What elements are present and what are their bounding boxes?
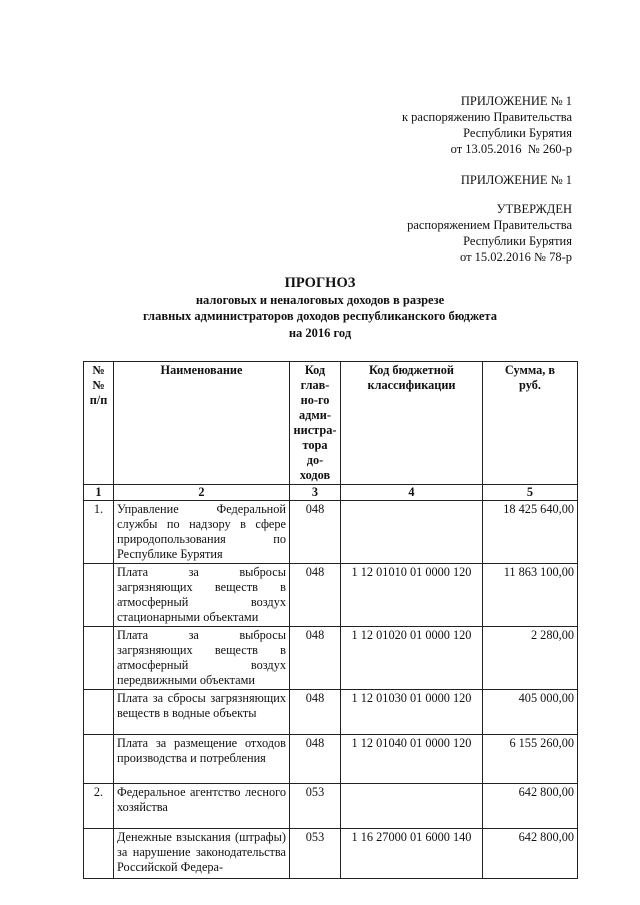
- row-name: Федеральное агентство лесного хозяйства: [114, 784, 290, 829]
- header-num: №№ п/п: [84, 362, 114, 485]
- index-cell: 5: [483, 485, 578, 501]
- index-cell: 1: [84, 485, 114, 501]
- row-num: [84, 690, 114, 735]
- table-row: [84, 784, 578, 829]
- row-admin-code: 048: [290, 735, 341, 784]
- row-sum: 11 863 100,00: [483, 564, 578, 627]
- table-row: [84, 564, 578, 627]
- row-num: [84, 564, 114, 627]
- row-kbk: 1 12 01030 01 0000 120: [341, 690, 483, 735]
- row-num: [84, 627, 114, 690]
- approved-block: [407, 201, 572, 265]
- row-sum: 18 425 640,00: [483, 501, 578, 564]
- index-cell: 4: [341, 485, 483, 501]
- row-sum: 405 000,00: [483, 690, 578, 735]
- header-kbk: Код бюджетной классификации: [341, 362, 483, 485]
- row-admin-code: 048: [290, 627, 341, 690]
- title-line-3: главных администраторов доходов республиканского бюджета: [143, 309, 497, 323]
- table-row: [84, 690, 578, 735]
- table-row: [84, 829, 578, 879]
- approved-date: от 15.02.2016 № 78-р: [459, 250, 572, 264]
- appendix-1-date: от 13.05.2016 № 260-р: [450, 142, 572, 156]
- row-num: [84, 735, 114, 784]
- appendix-2-label: ПРИЛОЖЕНИЕ № 1: [460, 173, 572, 187]
- approved-label: УТВЕРЖДЕН: [496, 202, 572, 216]
- row-sum: 6 155 260,00: [483, 735, 578, 784]
- row-kbk: 1 12 01020 01 0000 120: [341, 627, 483, 690]
- appendix-1-line-2: к распоряжению Правительства: [401, 110, 572, 124]
- header-admin-code: Код глав-но-го адми-нистра-тора до-ходов: [290, 362, 341, 485]
- row-admin-code: 048: [290, 690, 341, 735]
- row-admin-code: 048: [290, 564, 341, 627]
- index-cell: 2: [114, 485, 290, 501]
- row-kbk: [341, 501, 483, 564]
- row-sum: 642 800,00: [483, 829, 578, 879]
- table-row: [84, 735, 578, 784]
- row-sum: 642 800,00: [483, 784, 578, 829]
- title-line-1: ПРОГНОЗ: [284, 275, 356, 291]
- appendix-1-label: ПРИЛОЖЕНИЕ № 1: [460, 94, 572, 108]
- title-line-2: налоговых и неналоговых доходов в разрезе: [195, 292, 445, 307]
- appendix-1-line-3: Республики Бурятия: [463, 126, 572, 140]
- row-admin-code: 053: [290, 829, 341, 879]
- row-num: [84, 829, 114, 879]
- row-admin-code: 048: [290, 501, 341, 564]
- row-admin-code: 053: [290, 784, 341, 829]
- row-name: Плата за сбросы загрязняющих веществ в водные объекты: [114, 690, 290, 735]
- index-cell: 3: [290, 485, 341, 501]
- appendix-1-block: [402, 93, 572, 157]
- header-sum: Сумма, в руб.: [483, 362, 578, 485]
- row-name: Денежные взыскания (штрафы) за нарушение законодательства Российской Федера-: [114, 829, 290, 879]
- title-line-4: на 2016 год: [288, 325, 352, 340]
- approved-line-3: Республики Бурятия: [463, 234, 572, 248]
- row-kbk: [341, 784, 483, 829]
- table-header-row: [84, 362, 578, 485]
- revenue-table: [83, 361, 578, 879]
- table-row: [84, 501, 578, 564]
- row-name: Управление Федеральной службы по надзору в сфере природопользования по Республике Бурятия: [114, 501, 290, 564]
- row-name: Плата за размещение отходов производства и потребления: [114, 735, 290, 784]
- row-kbk: 1 16 27000 01 6000 140: [341, 829, 483, 879]
- table-row: [84, 627, 578, 690]
- row-num: 2.: [84, 784, 114, 829]
- row-sum: 2 280,00: [483, 627, 578, 690]
- row-name: Плата за выбросы загрязняющих веществ в атмосферный воздух стационарными объектами: [114, 564, 290, 627]
- row-name: Плата за выбросы загрязняющих веществ в атмосферный воздух передвижными объектами: [114, 627, 290, 690]
- row-kbk: 1 12 01010 01 0000 120: [341, 564, 483, 627]
- row-num: 1.: [84, 501, 114, 564]
- row-kbk: 1 12 01040 01 0000 120: [341, 735, 483, 784]
- approved-line-2: распоряжением Правительства: [407, 218, 572, 232]
- table-index-row: [84, 485, 578, 501]
- document-title: [0, 275, 640, 341]
- header-name: Наименование: [114, 362, 290, 485]
